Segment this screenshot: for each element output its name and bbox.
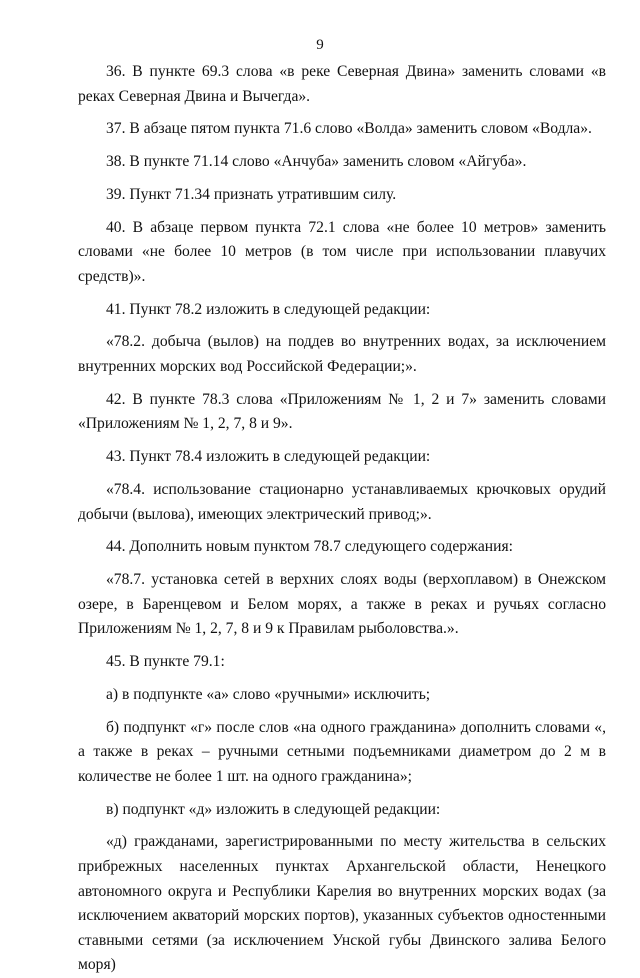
- paragraph-item-44: 44. Дополнить новым пунктом 78.7 следующего содержания:: [106, 538, 513, 556]
- document-body: [78, 60, 606, 978]
- paragraph-item-36: 36. В пункте 69.3 слова «в реке Северная Двина» заменить словами «в реках Северная Двина и Вычегда».: [78, 63, 606, 105]
- paragraph-item-41: 41. Пункт 78.2 изложить в следующей редакции:: [106, 300, 431, 318]
- paragraph-item-37: 37. В абзаце пятом пункта 71.6 слово «Волда» заменить словом «Водла».: [106, 120, 592, 138]
- paragraph-subitem-b: б) подпункт «г» после слов «на одного гражданина» дополнить словами «, а также в реках – ручными сетными подъемниками диаметром до 2 м в количестве не более 1 шт. на одного гражданина»;: [78, 718, 606, 785]
- paragraph-quote-d: «д) гражданами, зарегистрированными по месту жительства в сельских прибрежных населенных пунктах Архангельской области, Ненецкого автономного округа и Республики Карелия во внутренних морских водах (за исключением акваторий морских портов), указанных субъектов одностенными ставными сетями (за исключением Унской губы Двинского залива Белого моря): [78, 833, 606, 974]
- paragraph-item-45: 45. В пункте 79.1:: [106, 653, 225, 671]
- page-number: 9: [316, 37, 324, 53]
- paragraph-quote-78-4: «78.4. использование стационарно устанавливаемых крючковых орудий добычи (вылова), имеющих электрический привод;».: [78, 481, 606, 523]
- paragraph-item-42: 42. В пункте 78.3 слова «Приложениям № 1, 2 и 7» заменить словами «Приложениям № 1, 2, 7, 8 и 9».: [78, 390, 606, 433]
- paragraph-item-43: 43. Пункт 78.4 изложить в следующей редакции:: [106, 448, 431, 466]
- paragraph-item-39: 39. Пункт 71.34 признать утратившим силу.: [106, 185, 397, 203]
- paragraph-subitem-v: в) подпункт «д» изложить в следующей редакции:: [106, 800, 441, 818]
- paragraph-subitem-a: а) в подпункте «а» слово «ручными» исключить;: [106, 685, 431, 703]
- paragraph-item-38: 38. В пункте 71.14 слово «Анчуба» заменить словом «Айгуба».: [106, 153, 527, 171]
- paragraph-quote-78-7: «78.7. установка сетей в верхних слоях воды (верхоплавом) в Онежском озере, в Баренцевом и Белом морях, а также в реках и ручьях согласно Приложениям № 1, 2, 7, 8 и 9 к Правилам рыболовства.».: [78, 571, 606, 638]
- paragraph-quote-78-2: «78.2. добыча (вылов) на поддев во внутренних водах, за исключением внутренних морских вод Российской Федерации;».: [78, 333, 606, 376]
- paragraph-item-40: 40. В абзаце первом пункта 72.1 слова «не более 10 метров» заменить словами «не более 10 метров (в том числе при использовании плавучих средств)».: [78, 218, 606, 285]
